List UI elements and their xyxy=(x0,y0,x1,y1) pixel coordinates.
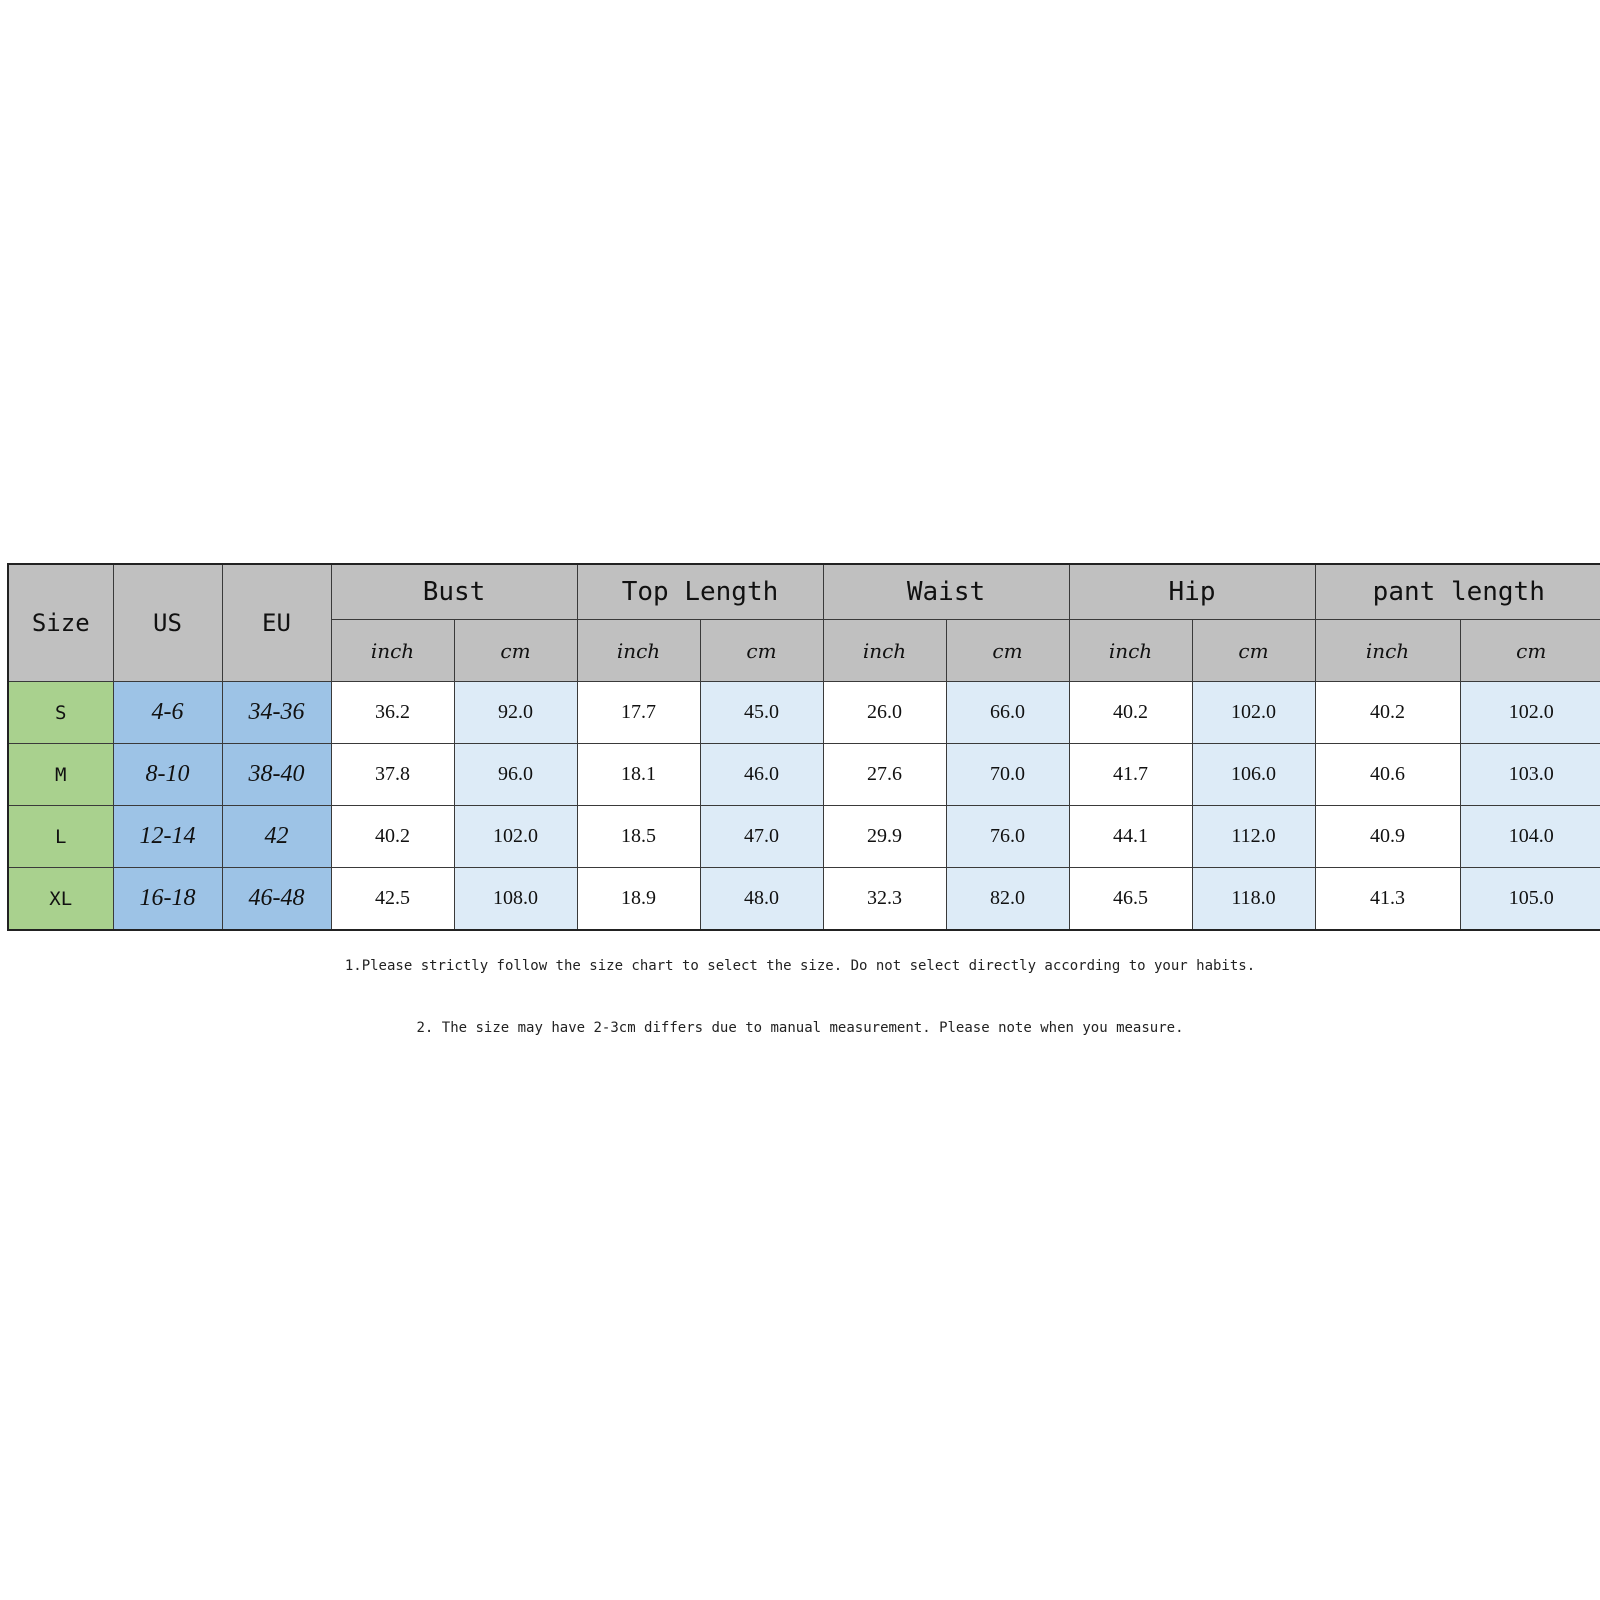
waist-cm-cell: 82.0 xyxy=(946,868,1069,931)
top-length-inch-cell: 18.5 xyxy=(577,806,700,868)
bust-inch-cell: 42.5 xyxy=(331,868,454,931)
header-unit: inch xyxy=(1315,620,1460,682)
pant-length-inch-cell: 40.2 xyxy=(1315,682,1460,744)
size-note-1: 1.Please strictly follow the size chart to select the size. Do not select directly according to your habits. xyxy=(344,958,1256,974)
us-size-cell: 12-14 xyxy=(113,806,222,868)
us-size-cell: 8-10 xyxy=(113,744,222,806)
eu-size-cell: 38-40 xyxy=(222,744,331,806)
table-row xyxy=(8,744,1600,806)
pant-length-inch-cell: 40.9 xyxy=(1315,806,1460,868)
size-cell: S xyxy=(8,682,113,744)
size-cell: L xyxy=(8,806,113,868)
header-group-top-length: Top Length xyxy=(577,564,823,620)
top-length-cm-cell: 48.0 xyxy=(700,868,823,931)
header-us: US xyxy=(113,564,222,682)
size-cell: M xyxy=(8,744,113,806)
bust-cm-cell: 102.0 xyxy=(454,806,577,868)
pant-length-cm-cell: 102.0 xyxy=(1460,682,1600,744)
bust-cm-cell: 96.0 xyxy=(454,744,577,806)
us-size-cell: 16-18 xyxy=(113,868,222,931)
header-unit: cm xyxy=(1192,620,1315,682)
hip-cm-cell: 106.0 xyxy=(1192,744,1315,806)
eu-size-cell: 46-48 xyxy=(222,868,331,931)
hip-cm-cell: 102.0 xyxy=(1192,682,1315,744)
size-note-2: 2. The size may have 2-3cm differs due to manual measurement. Please note when you measure. xyxy=(416,1020,1184,1036)
waist-inch-cell: 29.9 xyxy=(823,806,946,868)
waist-cm-cell: 70.0 xyxy=(946,744,1069,806)
top-length-cm-cell: 45.0 xyxy=(700,682,823,744)
hip-inch-cell: 40.2 xyxy=(1069,682,1192,744)
waist-inch-cell: 32.3 xyxy=(823,868,946,931)
us-size-cell: 4-6 xyxy=(113,682,222,744)
eu-size-cell: 34-36 xyxy=(222,682,331,744)
table-row xyxy=(8,868,1600,931)
top-length-inch-cell: 18.9 xyxy=(577,868,700,931)
header-unit: cm xyxy=(454,620,577,682)
header-unit: inch xyxy=(577,620,700,682)
eu-size-cell: 42 xyxy=(222,806,331,868)
top-length-cm-cell: 46.0 xyxy=(700,744,823,806)
table-row xyxy=(8,682,1600,744)
bust-cm-cell: 92.0 xyxy=(454,682,577,744)
size-cell: XL xyxy=(8,868,113,931)
bust-inch-cell: 40.2 xyxy=(331,806,454,868)
header-unit: cm xyxy=(700,620,823,682)
header-unit: inch xyxy=(823,620,946,682)
top-length-inch-cell: 17.7 xyxy=(577,682,700,744)
bust-inch-cell: 37.8 xyxy=(331,744,454,806)
table-row xyxy=(8,806,1600,868)
header-group-pant-length: pant length xyxy=(1315,564,1600,620)
waist-cm-cell: 76.0 xyxy=(946,806,1069,868)
header-unit: inch xyxy=(331,620,454,682)
pant-length-cm-cell: 104.0 xyxy=(1460,806,1600,868)
pant-length-inch-cell: 41.3 xyxy=(1315,868,1460,931)
pant-length-cm-cell: 105.0 xyxy=(1460,868,1600,931)
header-unit: inch xyxy=(1069,620,1192,682)
hip-inch-cell: 44.1 xyxy=(1069,806,1192,868)
header-group-bust: Bust xyxy=(331,564,577,620)
top-length-inch-cell: 18.1 xyxy=(577,744,700,806)
size-chart-table xyxy=(7,563,1600,931)
header-group-hip: Hip xyxy=(1069,564,1315,620)
waist-inch-cell: 26.0 xyxy=(823,682,946,744)
hip-inch-cell: 46.5 xyxy=(1069,868,1192,931)
header-group-waist: Waist xyxy=(823,564,1069,620)
waist-inch-cell: 27.6 xyxy=(823,744,946,806)
pant-length-cm-cell: 103.0 xyxy=(1460,744,1600,806)
hip-cm-cell: 118.0 xyxy=(1192,868,1315,931)
header-eu: EU xyxy=(222,564,331,682)
hip-inch-cell: 41.7 xyxy=(1069,744,1192,806)
bust-inch-cell: 36.2 xyxy=(331,682,454,744)
hip-cm-cell: 112.0 xyxy=(1192,806,1315,868)
pant-length-inch-cell: 40.6 xyxy=(1315,744,1460,806)
top-length-cm-cell: 47.0 xyxy=(700,806,823,868)
header-size: Size xyxy=(8,564,113,682)
bust-cm-cell: 108.0 xyxy=(454,868,577,931)
header-unit: cm xyxy=(946,620,1069,682)
waist-cm-cell: 66.0 xyxy=(946,682,1069,744)
header-row-groups xyxy=(8,564,1600,620)
header-unit: cm xyxy=(1460,620,1600,682)
